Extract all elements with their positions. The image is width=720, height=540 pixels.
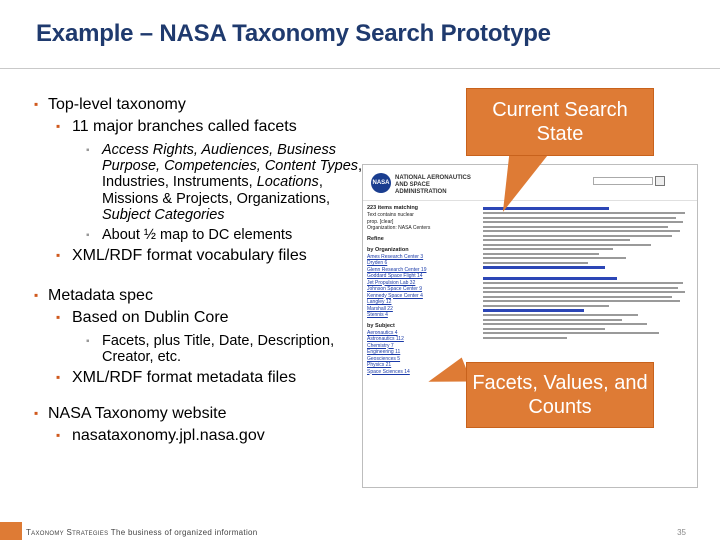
result-text-line — [483, 296, 672, 298]
result-text-line — [483, 287, 678, 289]
bullet-taxonomy-website: ▪ NASA Taxonomy website — [34, 405, 227, 423]
result-text-line — [483, 235, 672, 237]
bullet-list — [34, 96, 374, 445]
result-link-line — [483, 309, 584, 312]
nasa-logo-icon: NASA — [371, 173, 391, 193]
result-title-line — [483, 277, 617, 280]
facet-value: Stennis 4 — [367, 312, 388, 318]
bullet-top-level-taxonomy: ▪ Top-level taxonomy — [34, 96, 186, 113]
bullet-square-icon: ▪ — [56, 248, 61, 263]
bullet-dc-mapping: ▪ About ½ map to DC elements — [86, 226, 293, 243]
bullet-square-icon: ▪ — [86, 229, 90, 241]
result-text-line — [483, 253, 599, 255]
footer-tagline: The business of organized information — [110, 528, 258, 537]
result-text-line — [483, 239, 630, 241]
bullet-square-icon: ▪ — [56, 428, 61, 443]
bullet-dublin-core: ▪ Based on Dublin Core — [56, 309, 229, 327]
screenshot-sidebar — [367, 201, 471, 375]
result-text-line — [483, 314, 638, 316]
result-text-line — [483, 323, 647, 325]
result-text-line — [483, 248, 613, 250]
result-text-line — [483, 305, 609, 307]
callout-current-search-state: Current Search State — [466, 88, 654, 156]
result-text-line — [483, 282, 683, 284]
page-number: 35 — [677, 528, 686, 537]
facet-value: Ames Research Center 3 — [367, 253, 424, 260]
bullet-website-url: ▪ nasataxonomy.jpl.nasa.gov — [56, 427, 265, 445]
bullet-square-icon: ▪ — [56, 310, 61, 325]
bullet-square-icon: ▪ — [34, 97, 39, 111]
results-count: 223 items matching — [367, 205, 419, 211]
facet-list-organization — [367, 254, 471, 319]
result-text-line — [483, 337, 567, 339]
facet-value: Langley 12 — [367, 299, 392, 305]
result-text-line — [483, 262, 588, 264]
refine-label: Refine — [367, 235, 384, 242]
bullet-vocabulary-files: ▪ XML/RDF format vocabulary files — [56, 247, 307, 265]
bullet-square-icon: ▪ — [56, 118, 61, 133]
facet-value: Astronautics 112 — [367, 336, 404, 342]
result-text-line — [483, 319, 622, 321]
facet-value: Marshall 22 — [367, 305, 393, 312]
title-divider — [0, 68, 720, 69]
facet-value: Chemistry 7 — [367, 342, 394, 349]
facet-value: Goddard Space Flight 14 — [367, 273, 423, 279]
facet-value: Space Sciences 14 — [367, 368, 410, 375]
footer-text — [26, 528, 258, 537]
facet-value: Glenn Research Center 19 — [367, 266, 427, 273]
result-text-line — [483, 244, 651, 246]
facet-value: Aeronautics 4 — [367, 329, 398, 336]
result-text-line — [483, 291, 685, 293]
result-link-line — [483, 266, 605, 269]
facet-heading: by Subject — [367, 322, 395, 329]
bullet-square-icon: ▪ — [86, 144, 90, 156]
facet-value: Dryden 6 — [367, 260, 388, 266]
bullet-major-branches: ▪ 11 major branches called facets — [56, 117, 297, 135]
screenshot-results — [483, 207, 693, 341]
facet-heading: by Organization — [367, 246, 409, 253]
result-text-line — [483, 230, 680, 232]
footer-brand-mark — [0, 522, 22, 540]
bullet-square-icon: ▪ — [34, 406, 39, 421]
screenshot-search-input — [593, 177, 653, 185]
slide-title: Example – NASA Taxonomy Search Prototype — [36, 20, 551, 47]
result-text-line — [483, 300, 680, 302]
facet-value: Geosciences 5 — [367, 355, 401, 362]
bullet-square-icon: ▪ — [86, 335, 90, 347]
bullet-metadata-spec: ▪ Metadata spec — [34, 287, 153, 305]
result-text-line — [483, 221, 683, 223]
callout-facets-values-counts: Facets, Values, and Counts — [466, 362, 654, 428]
facet-value: Physics 21 — [367, 362, 392, 368]
agency-name: NATIONAL AERONAUTICS AND SPACE ADMINISTRATION — [395, 175, 471, 196]
search-state-line: prop. [clear] — [367, 218, 394, 225]
bullet-square-icon: ▪ — [56, 370, 61, 385]
screenshot-search-go-icon — [655, 176, 665, 186]
facet-value: Engineering 11 — [367, 349, 401, 355]
result-text-line — [483, 226, 668, 228]
result-text-line — [483, 212, 685, 214]
bullet-facets-plus: ▪ Facets, plus Title, Date, Description, Creator, etc. — [86, 332, 335, 366]
slide-footer — [0, 522, 720, 540]
result-text-line — [483, 328, 605, 330]
search-state-line: Organization: NASA Centers — [367, 225, 431, 231]
bullet-square-icon: ▪ — [34, 288, 39, 303]
footer-brand: Taxonomy Strategies — [26, 528, 109, 537]
facet-value: Johnson Space Center 9 — [367, 286, 423, 292]
result-text-line — [483, 217, 676, 219]
facet-value: Kennedy Space Center 4 — [367, 292, 423, 299]
search-state-line: Text contains nuclear — [367, 212, 414, 218]
bullet-facet-list: ▪ Access Rights, Audiences, Business Purpose, Competencies, Content Types, Industries, Instruments, Locations, Missions & Projects, Organizations, Subject Categories — [86, 141, 363, 223]
result-text-line — [483, 332, 659, 334]
result-text-line — [483, 257, 626, 259]
prototype-screenshot — [362, 164, 698, 488]
facet-value: Jet Propulsion Lab 32 — [367, 279, 416, 286]
bullet-metadata-files: ▪ XML/RDF format metadata files — [56, 369, 297, 387]
